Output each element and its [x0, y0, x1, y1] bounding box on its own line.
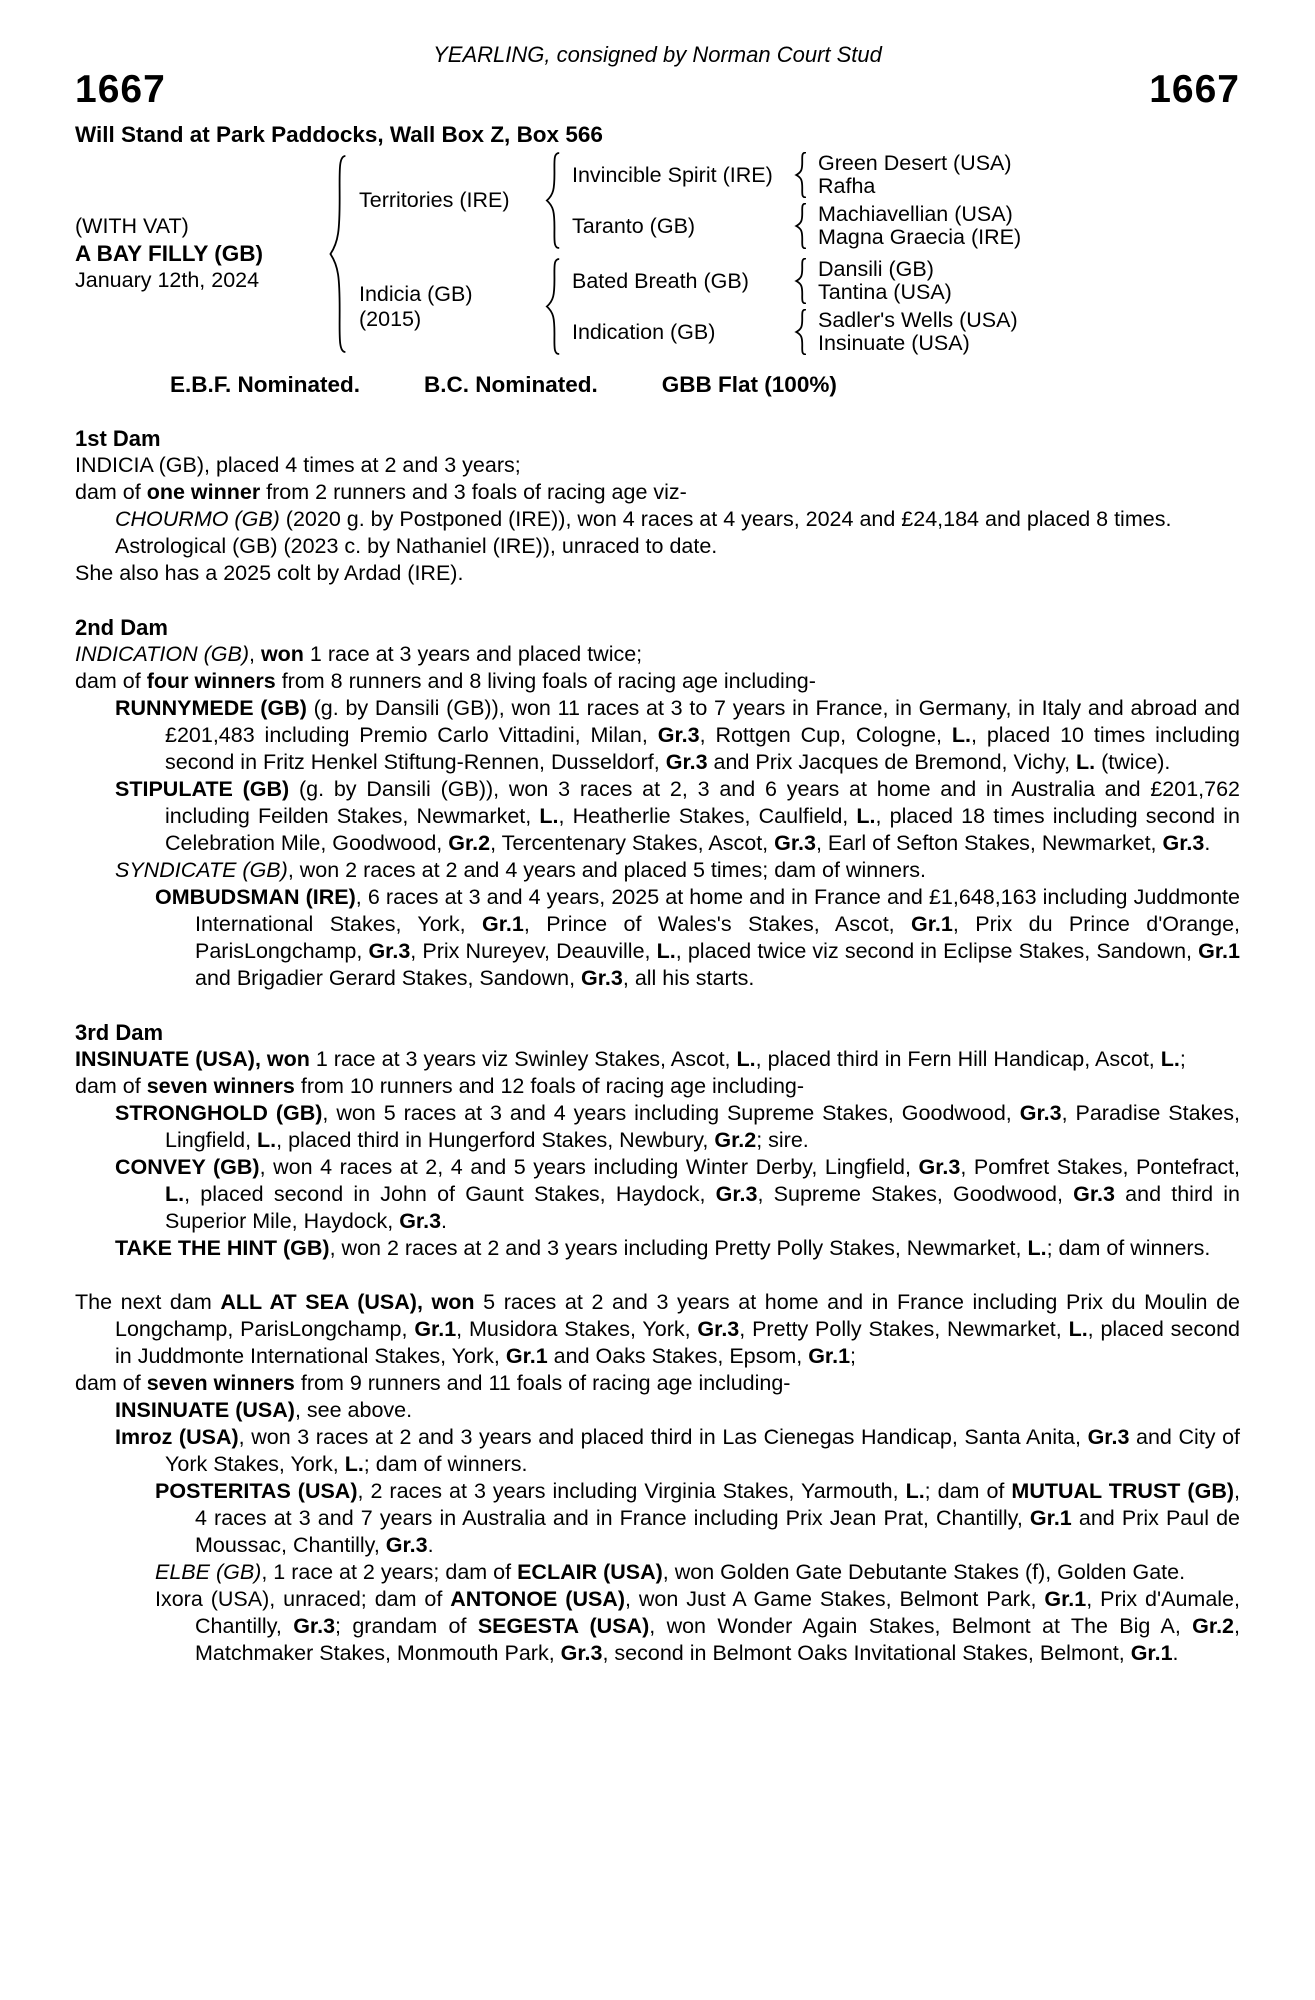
pedigree-tree	[75, 152, 1240, 355]
lot-number-left: 1667	[75, 68, 166, 111]
pedigree-paragraph: SYNDICATE (GB), won 2 races at 2 and 4 years and placed 5 times; dam of winners.	[115, 858, 926, 882]
lot-number-row	[75, 70, 1240, 110]
horse-name: Tantina (USA)	[818, 280, 952, 304]
pedigree-paragraph: RUNNYMEDE (GB) (g. by Dansili (GB)), won 11 races at 3 to 7 years in France, in Germany, in Italy and abroad and £201,483 including Premio Carlo Vittadini, Milan, Gr.3, Rottgen Cup, Cologne, L., placed 10 times including second in Fritz Henkel Stiftung-Rennen, Dusseldorf, Gr.3 and Prix Jacques de Bremond, Vichy, L. (twice).	[115, 696, 1241, 774]
dam-year: (2015)	[359, 306, 422, 331]
pedigree-paragraph: dam of four winners from 8 runners and 8 living foals of racing age including-	[75, 669, 816, 693]
horse-name: Magna Graecia (IRE)	[818, 225, 1022, 249]
brace-icon	[794, 152, 809, 198]
horse-name: Rafha	[818, 174, 876, 198]
brace-icon	[794, 309, 809, 355]
stand-location-line: Will Stand at Park Paddocks, Wall Box Z, Box 566	[75, 122, 603, 147]
horse-name: Indication (GB)	[572, 320, 716, 344]
gbb-flat: GBB Flat (100%)	[661, 372, 837, 397]
dam-heading: 2nd Dam	[75, 615, 168, 640]
nominations-row	[75, 371, 1240, 398]
subject-name: A BAY FILLY (GB)	[75, 241, 263, 266]
dam-section	[75, 425, 1240, 587]
horse-name: Insinuate (USA)	[818, 331, 970, 355]
horse-name: Green Desert (USA)	[818, 151, 1012, 175]
pedigree-paragraph: CHOURMO (GB) (2020 g. by Postponed (IRE)), won 4 races at 4 years, 2024 and £24,184 and placed 8 times.	[115, 507, 1172, 531]
horse-name: Bated Breath (GB)	[572, 269, 749, 293]
brace-icon	[794, 203, 809, 249]
generation-1	[359, 152, 1021, 355]
pedigree-paragraph: STRONGHOLD (GB), won 5 races at 3 and 4 years including Supreme Stakes, Goodwood, Gr.3, Paradise Stakes, Lingfield, L., placed third in Hungerford Stakes, Newbury, Gr.2; sire.	[115, 1101, 1240, 1152]
dam-branch	[359, 258, 1021, 355]
pedigree-paragraph: CONVEY (GB), won 4 races at 2, 4 and 5 years including Winter Derby, Lingfield, Gr.3, Pomfret Stakes, Pontefract, L., placed second in John of Gaunt Stakes, Haydock, Gr.3, Supreme Stakes, Goodwood, Gr.3 and third in Superior Mile, Haydock, Gr.3.	[115, 1155, 1241, 1233]
pedigree-paragraph: Imroz (USA), won 3 races at 2 and 3 years and placed third in Las Cienegas Handicap, Santa Anita, Gr.3 and City of York Stakes, York, L.; dam of winners.	[115, 1425, 1241, 1476]
ebf-nominated: E.B.F. Nominated.	[170, 372, 361, 397]
pedigree-paragraph: INDICATION (GB), won 1 race at 3 years and placed twice;	[75, 642, 643, 666]
pedigree-paragraph: The next dam ALL AT SEA (USA), won 5 races at 2 and 3 years at home and in France including Prix du Moulin de Longchamp, ParisLongchamp, Gr.1, Musidora Stakes, York, Gr.3, Pretty Polly Stakes, Newmarket, L., placed second in Juddmonte International Stakes, York, Gr.1 and Oaks Stakes, Epsom, Gr.1;	[75, 1290, 1240, 1368]
pedigree-paragraph: Astrological (GB) (2023 c. by Nathaniel (IRE)), unraced to date.	[115, 534, 718, 558]
brace-icon	[544, 152, 563, 249]
sire-branch	[359, 152, 1021, 249]
dam-section	[75, 1019, 1240, 1262]
pedigree-paragraph: STIPULATE (GB) (g. by Dansili (GB)), won 3 races at 2, 3 and 6 years at home and in Australia and £201,762 including Feilden Stakes, Newmarket, L., Heatherlie Stakes, Caulfield, L., placed 18 times including second in Celebration Mile, Goodwood, Gr.2, Tercentenary Stakes, Ascot, Gr.3, Earl of Sefton Stakes, Newmarket, Gr.3.	[115, 777, 1240, 855]
dam-name	[359, 282, 537, 332]
dam-sire-branch	[572, 258, 1018, 304]
lot-number-right: 1667	[1149, 68, 1240, 111]
next-dam-section	[75, 1289, 1240, 1667]
pedigree-paragraph: INSINUATE (USA), won 1 race at 3 years viz Swinley Stakes, Ascot, L., placed third in Fern Hill Handicap, Ascot, L.;	[75, 1047, 1186, 1071]
sire-sire-branch	[572, 152, 1021, 198]
horse-name: Indicia (GB)	[359, 281, 473, 306]
horse-name: Machiavellian (USA)	[818, 202, 1013, 226]
horse-name: Dansili (GB)	[818, 257, 934, 281]
vat-note: (WITH VAT)	[75, 214, 189, 238]
dam-heading: 1st Dam	[75, 426, 161, 451]
bc-nominated: B.C. Nominated.	[424, 372, 598, 397]
brace-icon	[544, 258, 563, 355]
dam-section	[75, 614, 1240, 992]
pedigree-paragraph: OMBUDSMAN (IRE), 6 races at 3 and 4 years, 2025 at home and in France and £1,648,163 including Juddmonte International Stakes, York, Gr.1, Prince of Wales's Stakes, Ascot, Gr.1, Prix du Prince d'Orange, ParisLongchamp, Gr.3, Prix Nureyev, Deauville, L., placed twice viz second in Eclipse Stakes, Sandown, Gr.1 and Brigadier Gerard Stakes, Sandown, Gr.3, all his starts.	[155, 885, 1240, 990]
horse-name: Taranto (GB)	[572, 214, 696, 238]
horse-name: Invincible Spirit (IRE)	[572, 163, 773, 187]
pedigree-paragraph: dam of seven winners from 10 runners and 12 foals of racing age including-	[75, 1074, 805, 1098]
pedigree-paragraph: ELBE (GB), 1 race at 2 years; dam of ECLAIR (USA), won Golden Gate Debutante Stakes (f), Golden Gate.	[155, 1560, 1186, 1584]
dam-dam-branch	[572, 309, 1018, 355]
horse-name: Sadler's Wells (USA)	[818, 308, 1018, 332]
sire-name: Territories (IRE)	[359, 188, 510, 212]
sire-dam-branch	[572, 203, 1021, 249]
foaling-date: January 12th, 2024	[75, 268, 260, 292]
consignor-line: YEARLING, consigned by Norman Court Stud	[433, 42, 882, 67]
pedigree-paragraph: dam of one winner from 2 runners and 3 foals of racing age viz-	[75, 480, 687, 504]
brace-icon	[327, 154, 350, 354]
dams-sections	[75, 425, 1240, 1667]
pedigree-paragraph: INDICIA (GB), placed 4 times at 2 and 3 years;	[75, 453, 521, 477]
pedigree-paragraph: dam of seven winners from 9 runners and 11 foals of racing age including-	[75, 1371, 791, 1395]
pedigree-paragraph: She also has a 2025 colt by Ardad (IRE).	[75, 561, 464, 585]
pedigree-paragraph: INSINUATE (USA), see above.	[115, 1398, 413, 1422]
subject-block	[75, 213, 320, 294]
pedigree-paragraph: Ixora (USA), unraced; dam of ANTONOE (USA), won Just A Game Stakes, Belmont Park, Gr.1, Prix d'Aumale, Chantilly, Gr.3; grandam of SEGESTA (USA), won Wonder Again Stakes, Belmont at The Big A, Gr.2, Matchmaker Stakes, Monmouth Park, Gr.3, second in Belmont Oaks Invitational Stakes, Belmont, Gr.1.	[155, 1587, 1240, 1665]
pedigree-paragraph: TAKE THE HINT (GB), won 2 races at 2 and 3 years including Pretty Polly Stakes, Newmarket, L.; dam of winners.	[115, 1236, 1211, 1260]
pedigree-paragraph: POSTERITAS (USA), 2 races at 3 years including Virginia Stakes, Yarmouth, L.; dam of MUTUAL TRUST (GB), 4 races at 3 and 7 years in Australia and in France including Prix Jean Prat, Chantilly, Gr.1 and Prix Paul de Moussac, Chantilly, Gr.3.	[155, 1479, 1240, 1557]
brace-icon	[794, 258, 809, 304]
dam-heading: 3rd Dam	[75, 1020, 164, 1045]
